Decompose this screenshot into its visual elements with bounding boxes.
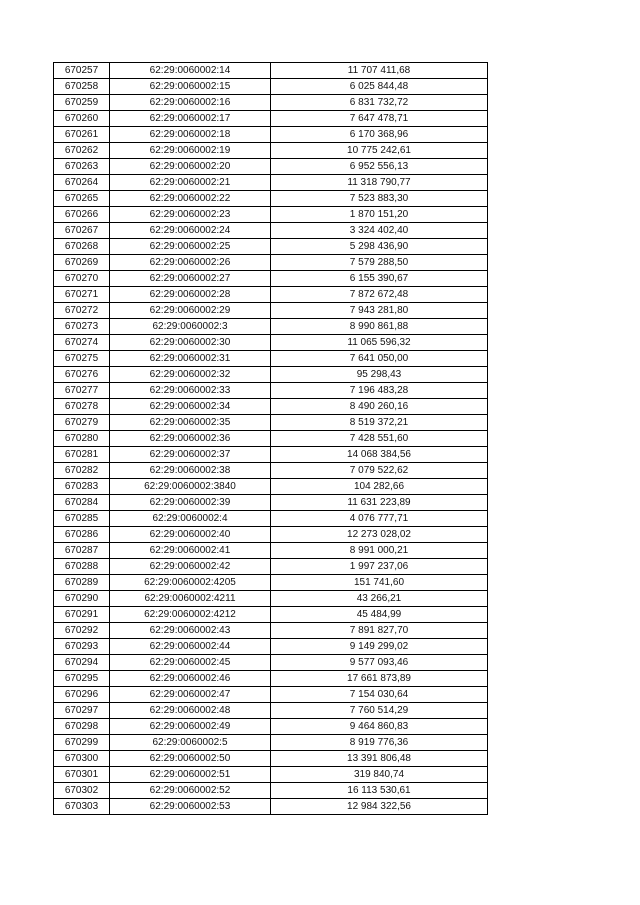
value-cell: 10 775 242,61 bbox=[271, 143, 488, 159]
table-row bbox=[54, 799, 488, 815]
cadastral-number-cell: 62:29:0060002:5 bbox=[110, 735, 271, 751]
row-number-cell: 670259 bbox=[54, 95, 110, 111]
row-number-cell: 670280 bbox=[54, 431, 110, 447]
row-number-cell: 670281 bbox=[54, 447, 110, 463]
row-number-cell: 670258 bbox=[54, 79, 110, 95]
table-row bbox=[54, 767, 488, 783]
cadastral-number-cell: 62:29:0060002:17 bbox=[110, 111, 271, 127]
table-row bbox=[54, 159, 488, 175]
cadastral-number-cell: 62:29:0060002:46 bbox=[110, 671, 271, 687]
cadastral-number-cell: 62:29:0060002:3840 bbox=[110, 479, 271, 495]
table-row bbox=[54, 543, 488, 559]
cadastral-number-cell: 62:29:0060002:25 bbox=[110, 239, 271, 255]
cadastral-number-cell: 62:29:0060002:41 bbox=[110, 543, 271, 559]
row-number-cell: 670262 bbox=[54, 143, 110, 159]
cadastral-number-cell: 62:29:0060002:49 bbox=[110, 719, 271, 735]
value-cell: 8 991 000,21 bbox=[271, 543, 488, 559]
table-row bbox=[54, 287, 488, 303]
cadastral-number-cell: 62:29:0060002:32 bbox=[110, 367, 271, 383]
value-cell: 6 952 556,13 bbox=[271, 159, 488, 175]
table-row bbox=[54, 751, 488, 767]
value-cell: 11 065 596,32 bbox=[271, 335, 488, 351]
cadastral-number-cell: 62:29:0060002:50 bbox=[110, 751, 271, 767]
value-cell: 11 318 790,77 bbox=[271, 175, 488, 191]
cadastral-number-cell: 62:29:0060002:52 bbox=[110, 783, 271, 799]
table-row bbox=[54, 175, 488, 191]
cadastral-number-cell: 62:29:0060002:42 bbox=[110, 559, 271, 575]
table-row bbox=[54, 703, 488, 719]
table-row bbox=[54, 431, 488, 447]
cadastral-number-cell: 62:29:0060002:19 bbox=[110, 143, 271, 159]
row-number-cell: 670261 bbox=[54, 127, 110, 143]
table-row bbox=[54, 383, 488, 399]
table-row bbox=[54, 207, 488, 223]
table-row bbox=[54, 111, 488, 127]
row-number-cell: 670297 bbox=[54, 703, 110, 719]
cadastral-number-cell: 62:29:0060002:27 bbox=[110, 271, 271, 287]
row-number-cell: 670294 bbox=[54, 655, 110, 671]
value-cell: 14 068 384,56 bbox=[271, 447, 488, 463]
table-row bbox=[54, 623, 488, 639]
row-number-cell: 670287 bbox=[54, 543, 110, 559]
cadastral-number-cell: 62:29:0060002:45 bbox=[110, 655, 271, 671]
value-cell: 11 707 411,68 bbox=[271, 63, 488, 79]
value-cell: 9 464 860,83 bbox=[271, 719, 488, 735]
value-cell: 8 990 861,88 bbox=[271, 319, 488, 335]
value-cell: 45 484,99 bbox=[271, 607, 488, 623]
table-row bbox=[54, 399, 488, 415]
cadastral-number-cell: 62:29:0060002:22 bbox=[110, 191, 271, 207]
table-row bbox=[54, 303, 488, 319]
table-row bbox=[54, 655, 488, 671]
cadastral-number-cell: 62:29:0060002:35 bbox=[110, 415, 271, 431]
cadastral-number-cell: 62:29:0060002:38 bbox=[110, 463, 271, 479]
value-cell: 43 266,21 bbox=[271, 591, 488, 607]
value-cell: 6 155 390,67 bbox=[271, 271, 488, 287]
value-cell: 1 997 237,06 bbox=[271, 559, 488, 575]
row-number-cell: 670267 bbox=[54, 223, 110, 239]
table-row bbox=[54, 719, 488, 735]
value-cell: 7 872 672,48 bbox=[271, 287, 488, 303]
row-number-cell: 670284 bbox=[54, 495, 110, 511]
value-cell: 7 943 281,80 bbox=[271, 303, 488, 319]
value-cell: 7 579 288,50 bbox=[271, 255, 488, 271]
row-number-cell: 670283 bbox=[54, 479, 110, 495]
table-row bbox=[54, 447, 488, 463]
value-cell: 7 196 483,28 bbox=[271, 383, 488, 399]
cadastral-number-cell: 62:29:0060002:44 bbox=[110, 639, 271, 655]
cadastral-number-cell: 62:29:0060002:15 bbox=[110, 79, 271, 95]
row-number-cell: 670278 bbox=[54, 399, 110, 415]
value-cell: 7 154 030,64 bbox=[271, 687, 488, 703]
row-number-cell: 670301 bbox=[54, 767, 110, 783]
cadastral-number-cell: 62:29:0060002:20 bbox=[110, 159, 271, 175]
value-cell: 17 661 873,89 bbox=[271, 671, 488, 687]
value-cell: 7 760 514,29 bbox=[271, 703, 488, 719]
data-table bbox=[53, 62, 488, 815]
cadastral-number-cell: 62:29:0060002:29 bbox=[110, 303, 271, 319]
value-cell: 4 076 777,71 bbox=[271, 511, 488, 527]
value-cell: 8 519 372,21 bbox=[271, 415, 488, 431]
cadastral-number-cell: 62:29:0060002:23 bbox=[110, 207, 271, 223]
cadastral-number-cell: 62:29:0060002:4205 bbox=[110, 575, 271, 591]
cadastral-number-cell: 62:29:0060002:36 bbox=[110, 431, 271, 447]
cadastral-number-cell: 62:29:0060002:26 bbox=[110, 255, 271, 271]
table-row bbox=[54, 255, 488, 271]
table-row bbox=[54, 415, 488, 431]
row-number-cell: 670275 bbox=[54, 351, 110, 367]
cadastral-number-cell: 62:29:0060002:28 bbox=[110, 287, 271, 303]
value-cell: 12 984 322,56 bbox=[271, 799, 488, 815]
table-row bbox=[54, 223, 488, 239]
table-row bbox=[54, 671, 488, 687]
row-number-cell: 670286 bbox=[54, 527, 110, 543]
cadastral-number-cell: 62:29:0060002:4 bbox=[110, 511, 271, 527]
value-cell: 7 079 522,62 bbox=[271, 463, 488, 479]
document-page bbox=[53, 62, 488, 815]
table-row bbox=[54, 783, 488, 799]
cadastral-number-cell: 62:29:0060002:43 bbox=[110, 623, 271, 639]
value-cell: 7 523 883,30 bbox=[271, 191, 488, 207]
value-cell: 6 831 732,72 bbox=[271, 95, 488, 111]
cadastral-number-cell: 62:29:0060002:21 bbox=[110, 175, 271, 191]
cadastral-number-cell: 62:29:0060002:40 bbox=[110, 527, 271, 543]
cadastral-number-cell: 62:29:0060002:33 bbox=[110, 383, 271, 399]
cadastral-number-cell: 62:29:0060002:18 bbox=[110, 127, 271, 143]
table-row bbox=[54, 479, 488, 495]
row-number-cell: 670264 bbox=[54, 175, 110, 191]
cadastral-number-cell: 62:29:0060002:51 bbox=[110, 767, 271, 783]
table-row bbox=[54, 687, 488, 703]
value-cell: 6 025 844,48 bbox=[271, 79, 488, 95]
value-cell: 3 324 402,40 bbox=[271, 223, 488, 239]
table-row bbox=[54, 463, 488, 479]
cadastral-number-cell: 62:29:0060002:53 bbox=[110, 799, 271, 815]
value-cell: 11 631 223,89 bbox=[271, 495, 488, 511]
row-number-cell: 670274 bbox=[54, 335, 110, 351]
row-number-cell: 670285 bbox=[54, 511, 110, 527]
table-row bbox=[54, 591, 488, 607]
value-cell: 7 641 050,00 bbox=[271, 351, 488, 367]
row-number-cell: 670272 bbox=[54, 303, 110, 319]
row-number-cell: 670292 bbox=[54, 623, 110, 639]
table-row bbox=[54, 735, 488, 751]
row-number-cell: 670289 bbox=[54, 575, 110, 591]
row-number-cell: 670269 bbox=[54, 255, 110, 271]
table-row bbox=[54, 95, 488, 111]
value-cell: 12 273 028,02 bbox=[271, 527, 488, 543]
cadastral-number-cell: 62:29:0060002:47 bbox=[110, 687, 271, 703]
table-row bbox=[54, 127, 488, 143]
table-row bbox=[54, 351, 488, 367]
cadastral-number-cell: 62:29:0060002:34 bbox=[110, 399, 271, 415]
row-number-cell: 670263 bbox=[54, 159, 110, 175]
row-number-cell: 670260 bbox=[54, 111, 110, 127]
cadastral-number-cell: 62:29:0060002:16 bbox=[110, 95, 271, 111]
value-cell: 9 577 093,46 bbox=[271, 655, 488, 671]
table-row bbox=[54, 639, 488, 655]
table-row bbox=[54, 191, 488, 207]
table-row bbox=[54, 575, 488, 591]
row-number-cell: 670293 bbox=[54, 639, 110, 655]
row-number-cell: 670282 bbox=[54, 463, 110, 479]
row-number-cell: 670271 bbox=[54, 287, 110, 303]
cadastral-number-cell: 62:29:0060002:4211 bbox=[110, 591, 271, 607]
table-row bbox=[54, 239, 488, 255]
value-cell: 7 891 827,70 bbox=[271, 623, 488, 639]
row-number-cell: 670266 bbox=[54, 207, 110, 223]
table-row bbox=[54, 495, 488, 511]
table-row bbox=[54, 335, 488, 351]
value-cell: 104 282,66 bbox=[271, 479, 488, 495]
row-number-cell: 670279 bbox=[54, 415, 110, 431]
value-cell: 8 919 776,36 bbox=[271, 735, 488, 751]
row-number-cell: 670299 bbox=[54, 735, 110, 751]
value-cell: 16 113 530,61 bbox=[271, 783, 488, 799]
cadastral-number-cell: 62:29:0060002:3 bbox=[110, 319, 271, 335]
row-number-cell: 670303 bbox=[54, 799, 110, 815]
table-row bbox=[54, 63, 488, 79]
cadastral-number-cell: 62:29:0060002:31 bbox=[110, 351, 271, 367]
table-row bbox=[54, 607, 488, 623]
table-row bbox=[54, 367, 488, 383]
value-cell: 8 490 260,16 bbox=[271, 399, 488, 415]
row-number-cell: 670276 bbox=[54, 367, 110, 383]
row-number-cell: 670288 bbox=[54, 559, 110, 575]
row-number-cell: 670296 bbox=[54, 687, 110, 703]
row-number-cell: 670298 bbox=[54, 719, 110, 735]
table-row bbox=[54, 527, 488, 543]
table-row bbox=[54, 511, 488, 527]
row-number-cell: 670277 bbox=[54, 383, 110, 399]
cadastral-number-cell: 62:29:0060002:39 bbox=[110, 495, 271, 511]
value-cell: 5 298 436,90 bbox=[271, 239, 488, 255]
table-row bbox=[54, 143, 488, 159]
table-row bbox=[54, 271, 488, 287]
row-number-cell: 670257 bbox=[54, 63, 110, 79]
row-number-cell: 670290 bbox=[54, 591, 110, 607]
cadastral-number-cell: 62:29:0060002:30 bbox=[110, 335, 271, 351]
row-number-cell: 670291 bbox=[54, 607, 110, 623]
table-body bbox=[54, 63, 488, 815]
value-cell: 7 647 478,71 bbox=[271, 111, 488, 127]
value-cell: 151 741,60 bbox=[271, 575, 488, 591]
cadastral-number-cell: 62:29:0060002:48 bbox=[110, 703, 271, 719]
row-number-cell: 670268 bbox=[54, 239, 110, 255]
cadastral-number-cell: 62:29:0060002:14 bbox=[110, 63, 271, 79]
table-row bbox=[54, 559, 488, 575]
cadastral-number-cell: 62:29:0060002:4212 bbox=[110, 607, 271, 623]
table-row bbox=[54, 79, 488, 95]
cadastral-number-cell: 62:29:0060002:37 bbox=[110, 447, 271, 463]
value-cell: 9 149 299,02 bbox=[271, 639, 488, 655]
value-cell: 95 298,43 bbox=[271, 367, 488, 383]
table-row bbox=[54, 319, 488, 335]
value-cell: 319 840,74 bbox=[271, 767, 488, 783]
value-cell: 1 870 151,20 bbox=[271, 207, 488, 223]
row-number-cell: 670273 bbox=[54, 319, 110, 335]
row-number-cell: 670302 bbox=[54, 783, 110, 799]
value-cell: 13 391 806,48 bbox=[271, 751, 488, 767]
value-cell: 7 428 551,60 bbox=[271, 431, 488, 447]
cadastral-number-cell: 62:29:0060002:24 bbox=[110, 223, 271, 239]
value-cell: 6 170 368,96 bbox=[271, 127, 488, 143]
row-number-cell: 670300 bbox=[54, 751, 110, 767]
row-number-cell: 670295 bbox=[54, 671, 110, 687]
row-number-cell: 670270 bbox=[54, 271, 110, 287]
row-number-cell: 670265 bbox=[54, 191, 110, 207]
